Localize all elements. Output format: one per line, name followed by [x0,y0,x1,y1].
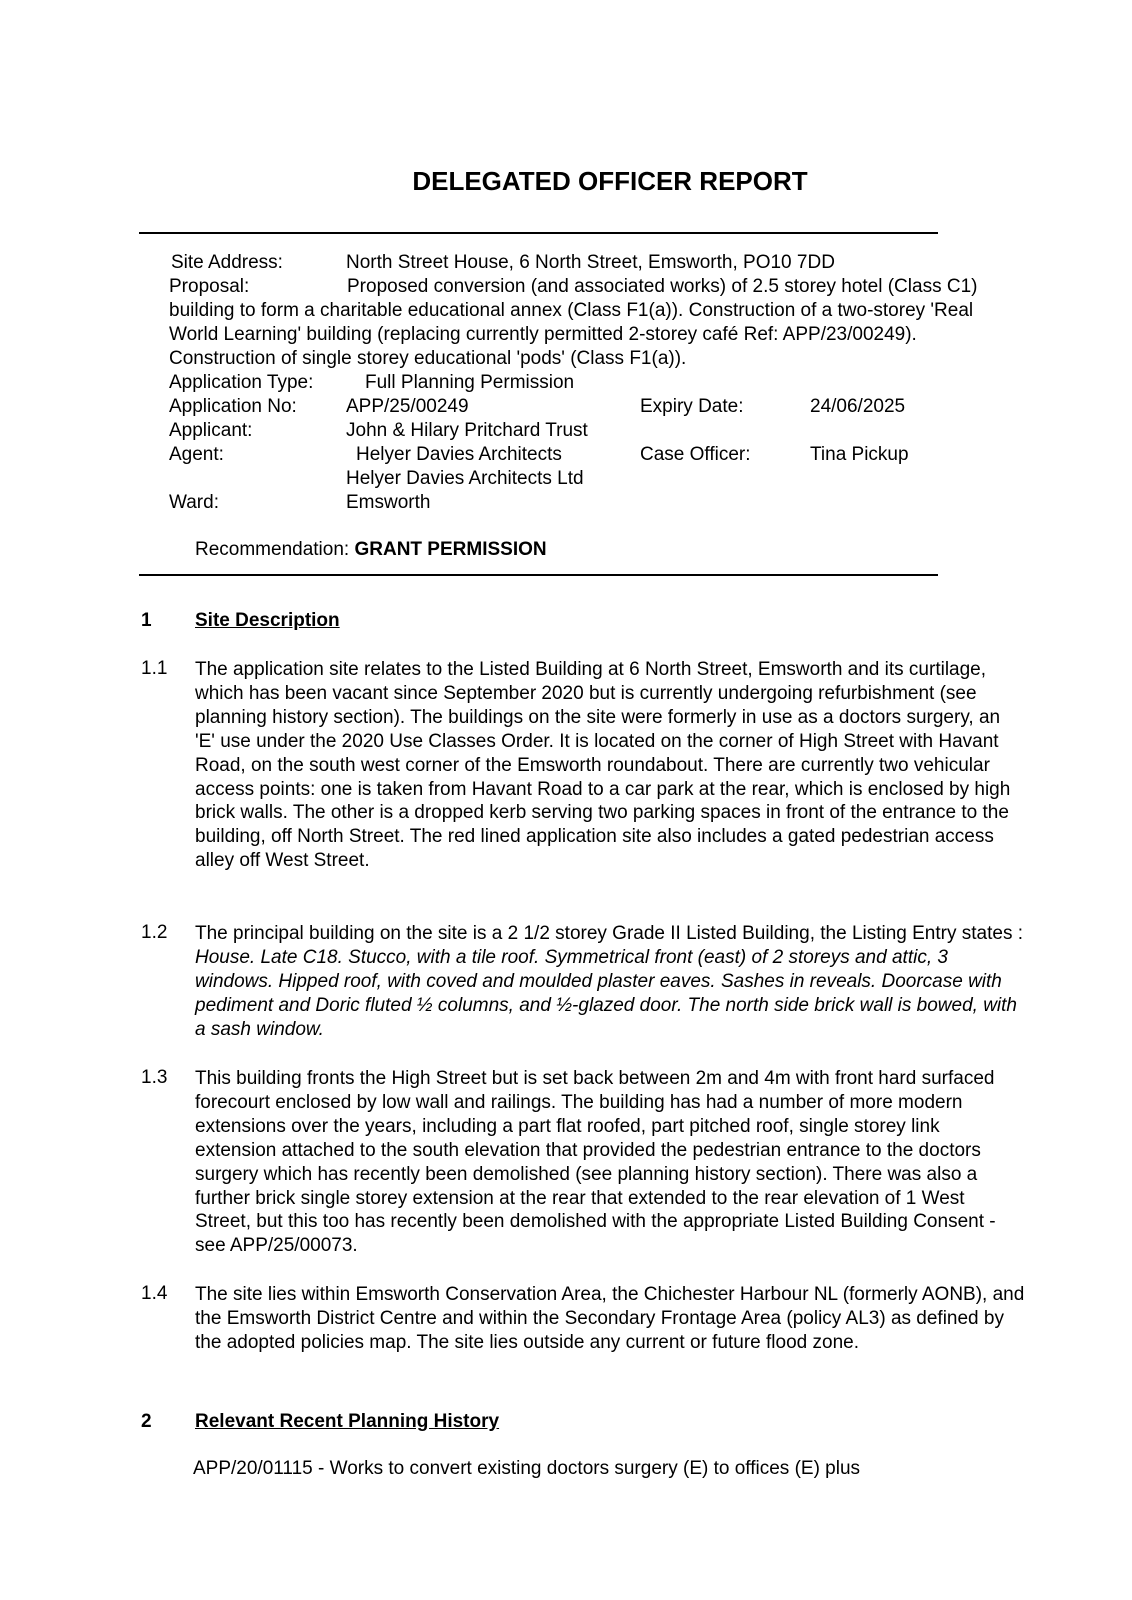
agent-value: Helyer Davies Architects [356,444,562,465]
planning-history-entry: APP/20/01115 - Works to convert existing doctors surgery (E) to offices (E) plus [193,1458,861,1479]
agent-label: Agent: [169,444,224,465]
proposal-label: Proposal: [169,276,250,297]
listing-entry-quote: House. Late C18. Stucco, with a tile roof. Symmetrical front (east) of 2 storeys and attic, 3 windows. Hipped roof, with coved and moulded plaster eaves. Sashes in reveals. Doorcase with pediment and Doric fluted ½ columns, and ½-glazed door. The north side brick wall is bowed, with a sash window. [195,946,1018,1040]
recommendation-value: GRANT PERMISSION [354,539,547,560]
para-number: 1.3 [141,1067,168,1088]
top-divider [139,232,938,234]
case-officer-value: Tina Pickup [810,444,909,465]
para-number: 1.4 [141,1283,168,1304]
paragraph: The site lies within Emsworth Conservation Area, the Chichester Harbour NL (formerly AONB), and the Emsworth District Centre and within the Secondary Frontage Area (policy AL3) as defined by the adopted policies map. The site lies outside any current or future flood zone. [195,1284,1025,1353]
expiry-date-value: 24/06/2025 [810,396,906,417]
application-type-label: Application Type: [169,372,314,393]
proposal-block [169,275,1009,371]
section-2-heading: Relevant Recent Planning History [195,1411,500,1432]
page-title: DELEGATED OFFICER REPORT [412,166,808,196]
ward-value: Emsworth [346,492,431,513]
para-number: 1.1 [141,658,168,679]
section-1-heading: Site Description [195,610,340,631]
recommendation-label: Recommendation: [195,539,350,560]
section-1-number: 1 [141,610,152,631]
applicant-label: Applicant: [169,420,253,441]
application-no-value: APP/25/00249 [346,396,469,417]
proposal-value: Proposed conversion (and associated works) of 2.5 storey hotel (Class C1) building to form a charitable educational annex (Class F1(a)). Construction of a two-storey 'Real World Learning' building (replacing currently permitted 2-storey café Ref: APP/23/00249). Construction of single storey educational 'pods' (Class F1(a)). [169,276,978,369]
paragraph: The application site relates to the Listed Building at 6 North Street, Emsworth and its curtilage, which has been vacant since September 2020 but is currently undergoing refurbishment (see planning history section). The buildings on the site were formerly in use as a doctors surgery, an 'E' use under the 2020 Use Classes Order. It is located on the corner of High Street with Havant Road, on the south west corner of the Emsworth roundabout. There are currently two vehicular access points: one is taken from Havant Road to a car park at the rear, which is enclosed by high brick walls. The other is a dropped kerb serving two parking spaces in front of the entrance to the building, off North Street. The red lined application site also includes a gated pedestrian access alley off West Street. [195,659,1011,872]
paragraph: This building fronts the High Street but is set back between 2m and 4m with front hard surfaced forecourt enclosed by low wall and railings. The building has had a number of more modern extensions over the years, including a part flat roofed, part pitched roof, single storey link extension attached to the south elevation that provided the pedestrian entrance to the doctors surgery which has recently been demolished (see planning history section). There was also a further brick single storey extension at the rear that extended to the rear elevation of 1 West Street, but this too has recently been demolished with the appropriate Listed Building Consent - see APP/25/00073. [195,1068,996,1257]
recommendation [195,539,547,561]
site-address-label: Site Address: [171,252,283,273]
application-type-value: Full Planning Permission [365,372,575,393]
site-address-value: North Street House, 6 North Street, Emsworth, PO10 7DD [346,252,835,273]
applicant-value: John & Hilary Pritchard Trust [346,420,588,441]
expiry-date-label: Expiry Date: [640,396,744,417]
section-2-number: 2 [141,1411,152,1432]
para-number: 1.2 [141,922,168,943]
application-no-label: Application No: [169,396,297,417]
case-officer-label: Case Officer: [640,444,751,465]
paragraph [195,922,1025,1042]
ward-label: Ward: [169,492,219,513]
agent-company-value: Helyer Davies Architects Ltd [346,468,584,489]
bottom-divider [139,574,938,576]
listing-intro: The principal building on the site is a 2 1/2 storey Grade II Listed Building, the Listing Entry states : [195,923,1024,944]
